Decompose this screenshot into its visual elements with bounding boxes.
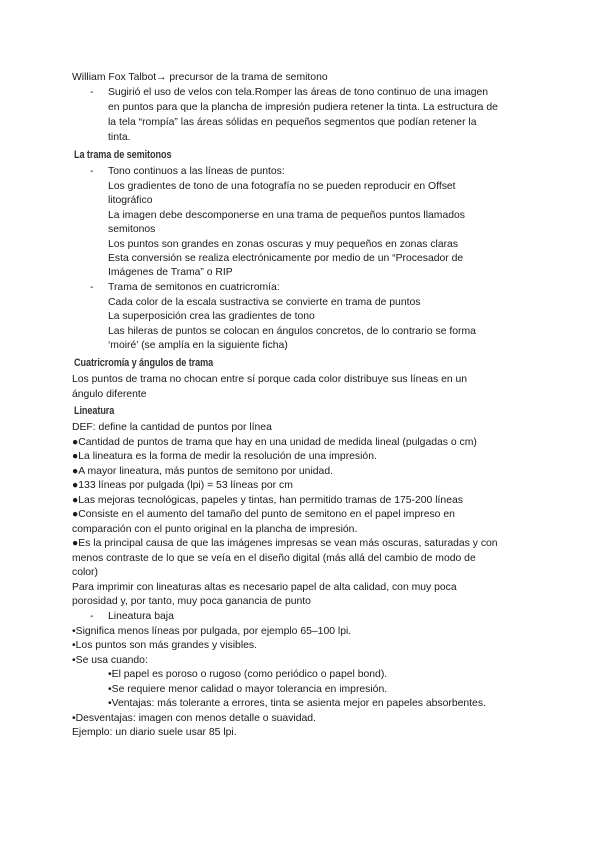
lineatura-line: color): [72, 567, 98, 578]
lineatura-line: Para imprimir con lineaturas altas es necesario papel de alta calidad, con muy poca: [72, 582, 457, 593]
angulos-line: ángulo diferente: [72, 389, 147, 400]
angulos-line: Los puntos de trama no chocan entre sí porque cada color distribuye sus líneas en un: [72, 374, 468, 385]
tono-line: Los puntos son grandes en zonas oscuras y muy pequeños en zonas claras: [108, 239, 459, 250]
talbot-line: tinta.: [108, 132, 131, 143]
baja-line: •Se usa cuando:: [72, 655, 148, 666]
usa-line: •Ventajas: más tolerante a errores, tinta se asienta mejor en papeles absorbentes.: [108, 698, 486, 709]
bullet-dash: -: [90, 611, 94, 622]
talbot-line: Sugirió el uso de velos con tela.Romper las áreas de tono continuo de una imagen: [108, 87, 489, 98]
tono-line: litográfico: [108, 195, 153, 206]
baja-bullet: Lineatura baja: [108, 611, 174, 622]
cuatri-line: Cada color de la escala sustractiva se convierte en trama de puntos: [108, 297, 421, 308]
usa-line: •Se requiere menor calidad o mayor tolerancia en impresión.: [108, 684, 388, 695]
lineatura-line: ●Es la principal causa de que las imágenes impresas se vean más oscuras, saturadas y con: [72, 538, 498, 549]
heading-trama: La trama de semitonos: [74, 149, 172, 161]
tono-bullet: Tono continuos a las líneas de puntos:: [108, 166, 285, 177]
bullet-dash: -: [90, 282, 94, 293]
lineatura-line: DEF: define la cantidad de puntos por línea: [72, 422, 272, 433]
title-line: William Fox Talbot→ precursor de la trama de semitono: [72, 72, 328, 83]
lineatura-line: ●La lineatura es la forma de medir la resolución de una impresión.: [72, 451, 377, 462]
tono-line: Imágenes de Trama” o RIP: [108, 267, 233, 278]
lineatura-line: menos contraste de lo que se veía en el diseño digital (más allá del cambio de modo de: [72, 553, 476, 564]
lineatura-line: ●Cantidad de puntos de trama que hay en una unidad de medida lineal (pulgadas o cm): [72, 437, 477, 448]
lineatura-line: ●133 líneas por pulgada (lpi) = 53 líneas por cm: [72, 480, 293, 491]
talbot-line: en puntos para que la plancha de impresión pudiera retener la tinta. La estructura de: [108, 102, 498, 113]
end-line: •Desventajas: imagen con menos detalle o suavidad.: [72, 713, 316, 724]
cuatri-bullet: Trama de semitonos en cuatricromía:: [108, 282, 280, 293]
usa-line: •El papel es poroso o rugoso (como periódico o papel bond).: [108, 669, 388, 680]
lineatura-line: ●Las mejoras tecnológicas, papeles y tintas, han permitido tramas de 175-200 líneas: [72, 495, 463, 506]
cuatri-line: Las hileras de puntos se colocan en ángulos concretos, de lo contrario se forma: [108, 326, 476, 337]
tono-line: Los gradientes de tono de una fotografía no se pueden reproducir en Offset: [108, 181, 456, 192]
baja-line: •Significa menos líneas por pulgada, por ejemplo 65–100 lpi.: [72, 626, 352, 637]
tono-line: Esta conversión se realiza electrónicamente por medio de un “Procesador de: [108, 253, 464, 264]
bullet-dash: -: [90, 166, 94, 177]
heading-angulos: Cuatricromía y ángulos de trama: [74, 357, 214, 369]
bullet-dash: -: [90, 87, 94, 98]
tono-line: semitonos: [108, 224, 156, 235]
cuatri-line: ‘moiré’ (se amplía en la siguiente ficha): [108, 340, 288, 351]
heading-lineatura: Lineatura: [74, 405, 115, 417]
lineatura-line: ●A mayor lineatura, más puntos de semitono por unidad.: [72, 466, 333, 477]
lineatura-line: porosidad y, por tanto, muy poca ganancia de punto: [72, 596, 311, 607]
lineatura-line: ●Consiste en el aumento del tamaño del punto de semitono en el papel impreso en: [72, 509, 455, 520]
talbot-line: la tela “rompía” las áreas sólidas en pequeños segmentos que podían retener la: [108, 117, 477, 128]
baja-line: •Los puntos son más grandes y visibles.: [72, 640, 257, 651]
tono-line: La imagen debe descomponerse en una trama de pequeños puntos llamados: [108, 210, 465, 221]
end-line: Ejemplo: un diario suele usar 85 lpi.: [72, 727, 237, 738]
lineatura-line: comparación con el punto original en la plancha de impresión.: [72, 524, 358, 535]
cuatri-line: La superposición crea las gradientes de tono: [108, 311, 315, 322]
